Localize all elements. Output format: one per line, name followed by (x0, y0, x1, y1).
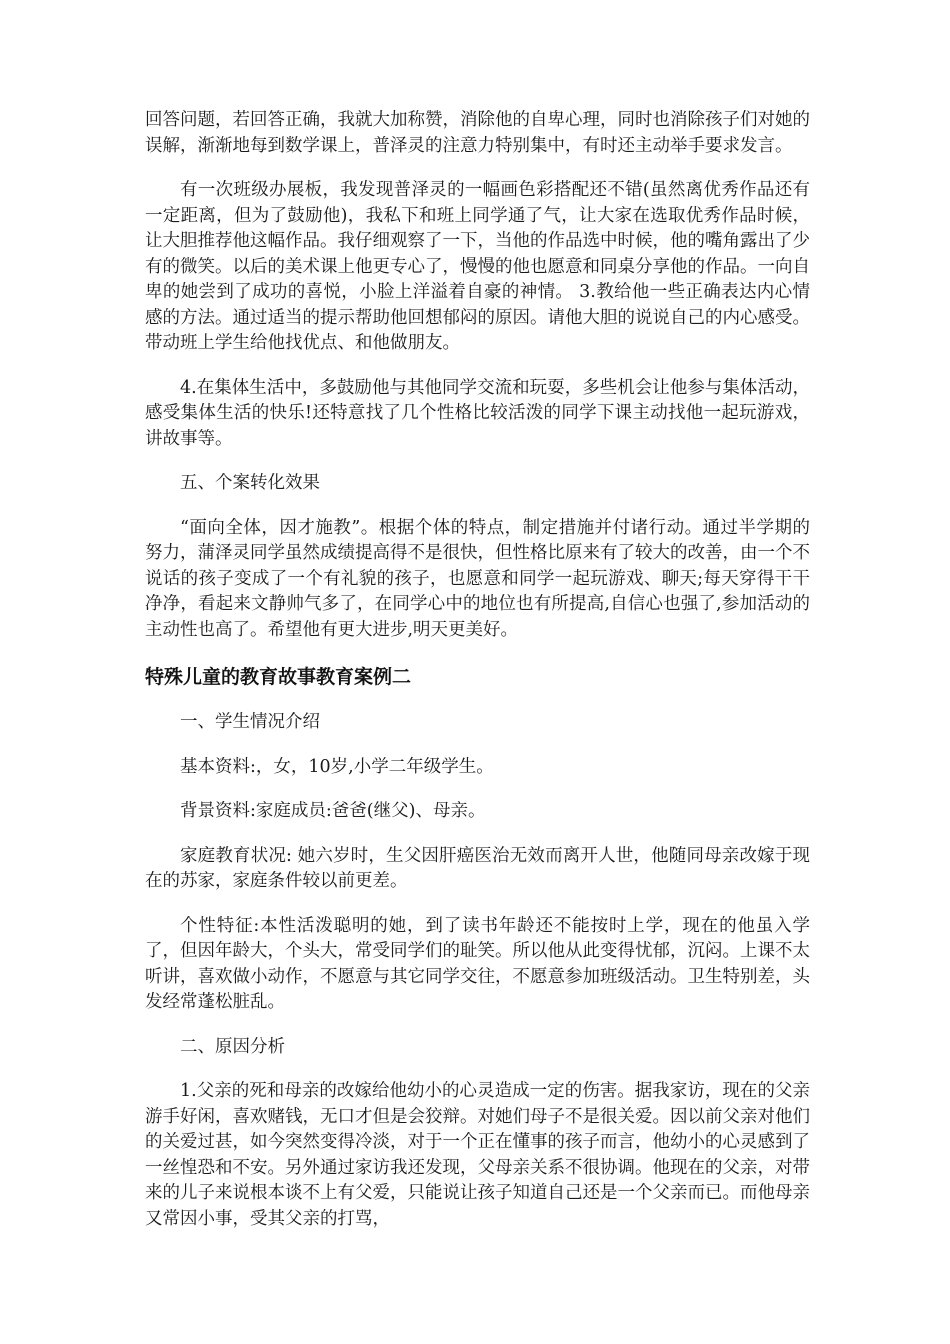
paragraph-continued-praise: 回答问题，若回答正确，我就大加称赞，消除他的自卑心理，同时也消除孩子们对她的误解，渐渐地每到数学课上，普泽灵的注意力特别集中，有时还主动举手要求发言。 (145, 110, 810, 156)
document-body (145, 108, 810, 1232)
paragraph-cause-one: 1.父亲的死和母亲的改嫁给他幼小的心灵造成一定的伤害。据我家访，现在的父亲游手好闲，喜欢赌钱，无口才但是会狡辩。对她们母子不是很关爱。因以前父亲对他们的关爱过甚，如今突然变得冷淡，对于一个正在懂事的孩子而言，他幼小的心灵感到了一丝惶恐和不安。另外通过家访我还发现，父母亲关系不很协调。他现在的父亲，对带来的儿子来说根本谈不上有父爱，只能说让孩子知道自己还是一个父亲而已。而他母亲又常因小事，受其父亲的打骂， (145, 1081, 810, 1229)
paragraph-basic-info: 基本资料:，女，10岁,小学二年级学生。 (180, 756, 494, 777)
paragraph-family-education: 家庭教育状况: 她六岁时，生父因肝癌医治无效而离开人世，他随同母亲改嫁于现在的苏家，家庭条件较以前更差。 (145, 845, 810, 891)
paragraph-exhibition-board: 有一次班级办展板，我发现普泽灵的一幅画色彩搭配还不错(虽然离优秀作品还有一定距离，但为了鼓励他)，我私下和班上同学通了气，让大家在选取优秀作品时候，让大胆推荐他这幅作品。我仔细观察了一下，当他的作品选中时候，他的嘴角露出了少有的微笑。以后的美术课上他更专心了，慢慢的他也愿意和同桌分享他的作品。一向自卑的她尝到了成功的喜悦，小脸上洋溢着自豪的神情。 3.教给他一些正确表达内心情感的方法。通过适当的提示帮助他回想郁闷的原因。请他大胆的说说自己的内心感受。带动班上学生给他找优点、和他做朋友。 (145, 180, 810, 353)
section-title-effect: 五、个案转化效果 (180, 473, 320, 493)
section-title-cause-analysis: 二、原因分析 (180, 1036, 285, 1057)
paragraph-personality: 个性特征:本性活泼聪明的她，到了读书年龄还不能按时上学，现在的他虽入学了，但因年龄大，个头大，常受同学们的耻笑。所以他从此变得忧郁，沉闷。上课不太听讲，喜欢做小动作，不愿意与其它同学交往，不愿意参加班级活动。卫生特别差，头发经常蓬松脏乱。 (145, 915, 810, 1012)
paragraph-background: 背景资料:家庭成员:爸爸(继父)、母亲。 (180, 801, 486, 821)
case-two-heading: 特殊儿童的教育故事教育案例二 (145, 666, 412, 688)
section-title-student-intro: 一、学生情况介绍 (180, 712, 320, 732)
paragraph-collective-life: 4.在集体生活中，多鼓励他与其他同学交流和玩耍，多些机会让他参与集体活动，感受集体生活的快乐!还特意找了几个性格比较活泼的同学下课主动找他一起玩游戏，讲故事等。 (145, 377, 810, 449)
paragraph-effect: “面向全体，因才施教”。根据个体的特点，制定措施并付诸行动。通过半学期的努力，蒲泽灵同学虽然成绩提高得不是很快，但性格比原来有了较大的改善，由一个不说话的孩子变成了一个有礼貌的孩子，也愿意和同学一起玩游戏、聊天;每天穿得干干净净，看起来文静帅气多了，在同学心中的地位也有所提高,自信心也强了,参加活动的主动性也高了。希望他有更大进步,明天更美好。 (145, 517, 810, 640)
